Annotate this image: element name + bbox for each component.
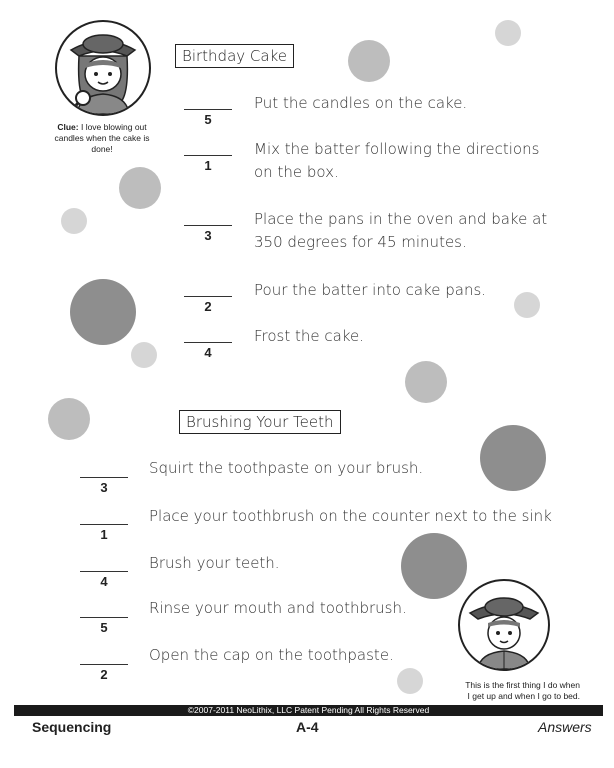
step-text-line-1: Place the pans in the oven and bake at <box>254 210 548 228</box>
step-text: Open the cap on the toothpaste. <box>149 646 394 664</box>
detective-boy-avatar <box>458 579 550 671</box>
answer-blank[interactable] <box>80 524 128 525</box>
detective-girl-avatar <box>55 20 151 116</box>
clue-text-line-2: I get up and when I go to bed. <box>467 691 580 701</box>
step-text-line-2: on the box. <box>254 163 339 181</box>
birthday-cake-clue <box>52 122 152 155</box>
answer-blank[interactable] <box>80 571 128 572</box>
answer-blank[interactable] <box>80 664 128 665</box>
decorative-dot <box>61 208 87 234</box>
answer-blank[interactable] <box>184 109 232 110</box>
footer-left: Sequencing <box>32 719 112 735</box>
decorative-dot <box>48 398 90 440</box>
step-text: Rinse your mouth and toothbrush. <box>149 599 407 617</box>
decorative-dot <box>70 279 136 345</box>
step-text: Squirt the toothpaste on your brush. <box>149 459 424 477</box>
answer-number: 5 <box>100 620 108 635</box>
step-text: Brush your teeth. <box>149 554 280 572</box>
answer-number: 1 <box>100 527 108 542</box>
copyright-bar <box>14 705 603 716</box>
step-text: Pour the batter into cake pans. <box>254 281 487 299</box>
step-text: Place your toothbrush on the counter next to the sink <box>149 507 552 525</box>
detective-boy-icon <box>460 581 548 669</box>
answer-number: 2 <box>204 299 212 314</box>
decorative-dot <box>397 668 423 694</box>
brushing-teeth-clue <box>430 680 580 702</box>
decorative-dot <box>405 361 447 403</box>
footer-page-number: A-4 <box>296 719 319 735</box>
clue-text: I love blowing out candles when the cake is done! <box>54 122 150 154</box>
decorative-dot <box>495 20 521 46</box>
answer-number: 4 <box>100 574 108 589</box>
brushing-teeth-title: Brushing Your Teeth <box>179 410 341 434</box>
answer-blank[interactable] <box>80 617 128 618</box>
answer-blank[interactable] <box>80 477 128 478</box>
answer-blank[interactable] <box>184 225 232 226</box>
answer-blank[interactable] <box>184 342 232 343</box>
footer-right: Answers <box>538 719 592 735</box>
step-text-line-1: Mix the batter following the directions <box>254 140 540 158</box>
clue-text-line-1: This is the first thing I do when <box>465 680 580 690</box>
decorative-dot <box>348 40 390 82</box>
decorative-dot <box>401 533 467 599</box>
answer-number: 5 <box>204 112 212 127</box>
step-text: Put the candles on the cake. <box>254 94 468 112</box>
step-text-line-2: 350 degrees for 45 minutes. <box>254 233 467 251</box>
birthday-cake-title: Birthday Cake <box>175 44 294 68</box>
copyright-text: ©2007-2011 NeoLithix, LLC Patent Pending All Rights Reserved <box>187 705 430 715</box>
answer-number: 2 <box>100 667 108 682</box>
answer-number: 1 <box>204 158 212 173</box>
decorative-dot <box>514 292 540 318</box>
answer-blank[interactable] <box>184 296 232 297</box>
detective-girl-icon <box>57 22 149 114</box>
answer-number: 3 <box>204 228 212 243</box>
clue-label: Clue: <box>57 122 79 132</box>
step-text: Frost the cake. <box>254 327 364 345</box>
answer-number: 4 <box>204 345 212 360</box>
decorative-dot <box>480 425 546 491</box>
answer-blank[interactable] <box>184 155 232 156</box>
decorative-dot <box>119 167 161 209</box>
decorative-dot <box>131 342 157 368</box>
answer-number: 3 <box>100 480 108 495</box>
